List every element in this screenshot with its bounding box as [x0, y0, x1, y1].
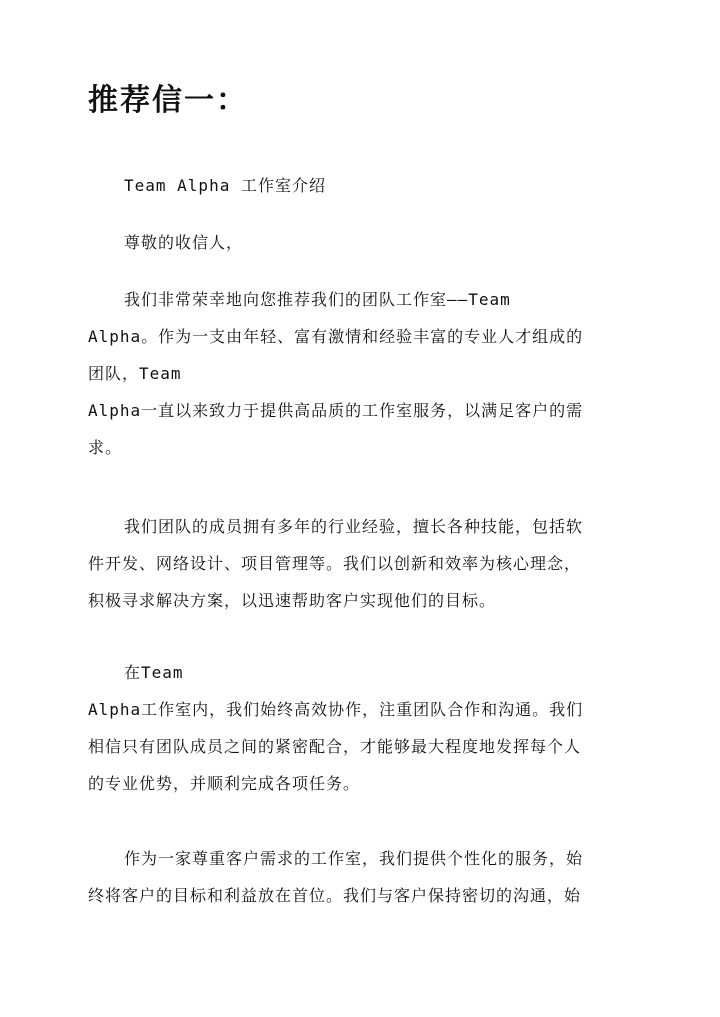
salutation-block — [88, 224, 648, 261]
paragraph-4 — [88, 840, 648, 914]
paragraph-line: 积极寻求解决方案，以迅速帮助客户实现他们的目标。 — [88, 591, 497, 610]
document-subtitle: Team Alpha 工作室介绍 — [124, 176, 326, 195]
paragraph-line: 求。 — [88, 438, 123, 457]
paragraph-line: 件开发、网络设计、项目管理等。我们以创新和效率为核心理念， — [88, 554, 582, 573]
paragraph-1 — [88, 281, 648, 466]
paragraph-line: 我们非常荣幸地向您推荐我们的团队工作室——Team — [124, 290, 511, 309]
paragraph-line: Alpha。作为一支由年轻、富有激情和经验丰富的专业人才组成的 — [88, 327, 584, 346]
salutation: 尊敬的收信人， — [124, 233, 244, 252]
document-title: 推荐信一： — [88, 83, 248, 118]
paragraph-line: 作为一家尊重客户需求的工作室，我们提供个性化的服务，始 — [124, 849, 584, 868]
paragraph-line: Alpha一直以来致力于提供高品质的工作室服务，以满足客户的需 — [88, 401, 584, 420]
paragraph-line: 我们团队的成员拥有多年的行业经验，擅长各种技能，包括软 — [124, 517, 584, 536]
paragraph-line: 在Team — [124, 663, 184, 682]
paragraph-line: 团队，Team — [88, 364, 182, 383]
subtitle-block — [88, 167, 648, 204]
paragraph-3 — [88, 654, 648, 802]
paragraph-line: 终将客户的目标和利益放在首位。我们与客户保持密切的沟通，始 — [88, 886, 582, 905]
paragraph-2 — [88, 508, 648, 619]
paragraph-line: 的专业优势，并顺利完成各项任务。 — [88, 774, 361, 793]
paragraph-line: Alpha工作室内，我们始终高效协作，注重团队合作和沟通。我们 — [88, 700, 584, 719]
paragraph-line: 相信只有团队成员之间的紧密配合，才能够最大程度地发挥每个人 — [88, 737, 582, 756]
